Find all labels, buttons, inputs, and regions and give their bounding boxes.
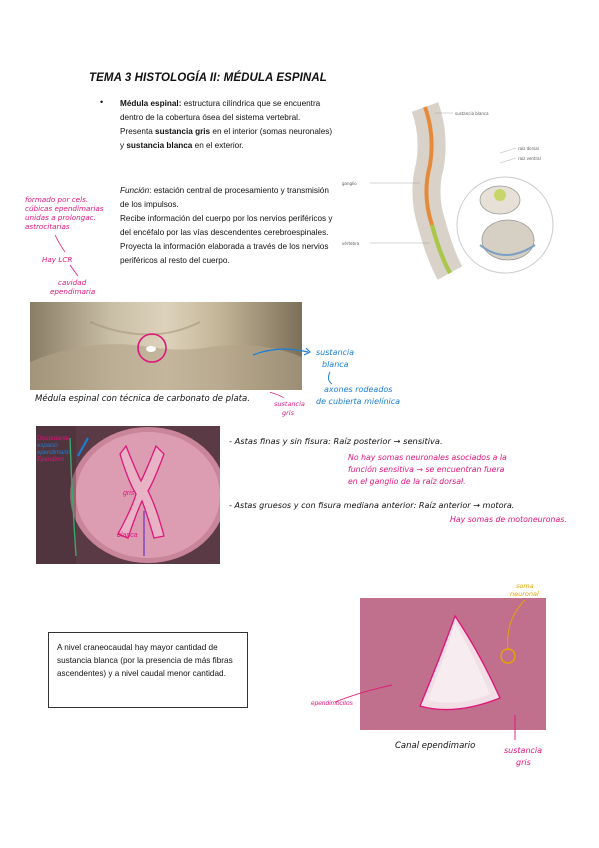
astas-gruesas-note: - Astas gruesos y con fisura mediana anterior: Raíz anterior → motora. xyxy=(229,500,515,510)
blanca-label: blanca xyxy=(117,532,138,539)
formado-line4: astrocitarias xyxy=(25,222,70,231)
disc-2: espacio xyxy=(37,443,58,449)
spine-label-5: vértebra xyxy=(342,241,360,246)
no-hay-3: en el ganglio de la raíz dorsal. xyxy=(348,477,466,486)
definition-text: estructura cilíndrica que se encuentra dentro de la cobertura ósea del sistema vertebral. xyxy=(120,99,321,122)
page-title: TEMA 3 HISTOLOGÍA II: MÉDULA ESPINAL xyxy=(89,72,327,84)
ependimocitos-arrow xyxy=(330,680,410,710)
term-sustancia-gris: sustancia gris xyxy=(155,127,211,136)
hay-lcr: Hay LCR xyxy=(42,255,73,264)
axones-1: axones rodeados xyxy=(324,385,393,394)
sustancia-blanca-2: blanca xyxy=(322,360,349,369)
hay-somas-note: Hay somas de motoneuronas. xyxy=(450,515,567,524)
definition-block xyxy=(120,97,335,153)
projects-text: Proyecta la información elaborada a través de los nervios periféricos al resto del cuerpo. xyxy=(120,242,329,265)
spine-label-4: ganglio xyxy=(342,181,357,186)
pink-image-left-labels xyxy=(37,436,97,464)
sustancia-blanca-1: sustancia xyxy=(316,348,355,357)
note-box xyxy=(48,632,248,708)
gris-label: gris xyxy=(123,490,135,497)
soma-1: soma xyxy=(516,582,534,590)
formado-line2: cúbicas ependimarias xyxy=(25,204,104,213)
para2-start: Presenta xyxy=(120,127,156,136)
canal-caption: Canal ependimario xyxy=(395,741,476,751)
cavidad-line1: cavidad xyxy=(58,278,87,287)
no-hay-2: función sensitiva → se encuentran fuera xyxy=(348,465,505,474)
ependimocitos-label: ependimocitos xyxy=(311,700,353,707)
sust-gris-small-1: sustancia xyxy=(274,400,305,408)
disc-1: Discordante xyxy=(37,436,70,442)
spine-label-1: sustancia blanca xyxy=(455,111,489,116)
function-label: Función xyxy=(120,186,150,195)
bullet: • xyxy=(100,97,104,107)
formado-line3: unidas a prolongac. xyxy=(25,213,96,222)
sust-gris-2: gris xyxy=(516,758,531,767)
term-sustancia-blanca: sustancia blanca xyxy=(126,141,193,150)
spine-label-2: raíz dorsal xyxy=(518,146,539,151)
para2-mid: en el interior (somas neuronales) y xyxy=(120,127,333,150)
sust-gris-annotation xyxy=(500,715,560,775)
astas-finas-note: - Astas finas y sin fisura: Raíz posterior → sensitiva. xyxy=(229,436,443,446)
soma-annotation xyxy=(500,580,570,660)
sust-gris-small-2: gris xyxy=(282,409,294,417)
spine-label-3: raíz ventral xyxy=(518,156,541,161)
canal-highlight-circle xyxy=(134,330,170,366)
disc-4: Ependimo xyxy=(37,457,65,463)
soma-2: neuronal xyxy=(510,590,539,598)
function-block xyxy=(120,184,335,268)
disc-3: ependimario xyxy=(37,450,71,456)
formado-line1: formado por cels. xyxy=(25,195,89,204)
para2-end: en el exterior. xyxy=(192,141,244,150)
cavidad-line2: ependimaria xyxy=(50,287,96,296)
receives-text: Recibe información del cuerpo por los nervios periféricos y del encéfalo por las vías descendentes cerebroespinales. xyxy=(120,214,333,237)
function-text: : estación central de procesamiento y transmisión de los impulsos. xyxy=(120,186,329,209)
term-medula: Médula espinal: xyxy=(120,99,182,108)
spine-diagram xyxy=(340,95,580,295)
left-annotations xyxy=(20,190,135,305)
sust-gris-1: sustancia xyxy=(504,746,543,755)
axones-2: de cubierta mielínica xyxy=(316,397,401,406)
silver-caption: Médula espinal con técnica de carbonato de plata. xyxy=(35,394,250,404)
sust-gris-small-annotation xyxy=(270,388,310,418)
no-hay-note xyxy=(348,452,507,488)
no-hay-1: No hay somas neuronales asociados a la xyxy=(348,453,507,462)
note-text: A nivel craneocaudal hay mayor cantidad de sustancia blanca (por la presencia de más fibras ascendentes) y a nivel caudal menor cantidad. xyxy=(57,643,233,678)
